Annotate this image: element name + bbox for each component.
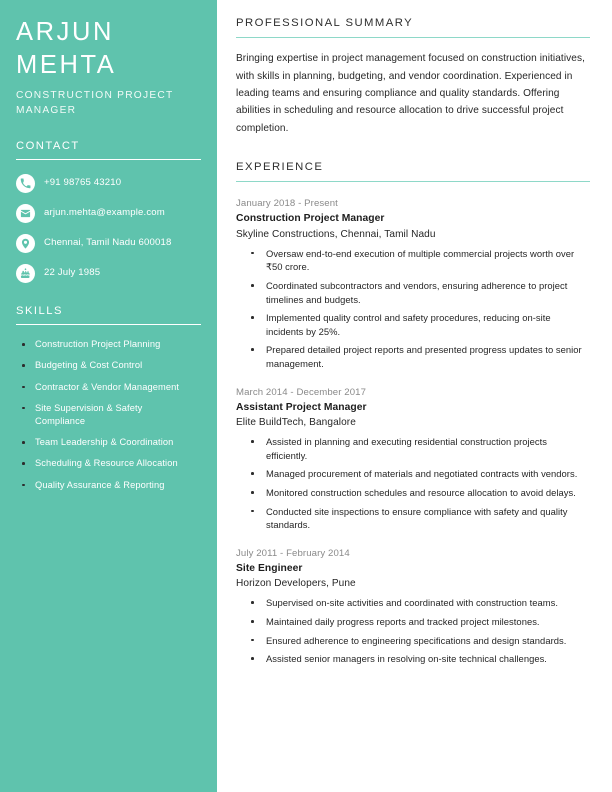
name-line-last: MEHTA [16, 50, 117, 79]
job-dates: January 2018 - Present [236, 198, 338, 210]
contact-phone-value: +91 98765 43210 [44, 177, 122, 189]
job-company: Elite BuildTech, Bangalore [236, 417, 356, 428]
experience-entry [236, 547, 590, 666]
professional-summary-heading: PROFESSIONAL SUMMARY [236, 17, 414, 29]
job-dates: July 2011 - February 2014 [236, 547, 350, 559]
list-item: Monitored construction schedules and resource allocation to avoid delays. [236, 486, 590, 500]
professional-summary-divider [236, 37, 590, 38]
contact-heading: CONTACT [16, 140, 80, 153]
job-role: Construction Project Manager [236, 213, 385, 225]
contact-divider [16, 159, 201, 160]
list-item: Construction Project Planning [16, 338, 194, 351]
list-item: Prepared detailed project reports and presented progress updates to senior management. [236, 343, 590, 370]
main-content [217, 0, 612, 792]
name-line-first: ARJUN [16, 18, 115, 46]
location-pin-icon [16, 234, 35, 253]
professional-summary-section [236, 17, 590, 137]
contact-location-value: Chennai, Tamil Nadu 600018 [44, 237, 172, 249]
contact-section [16, 140, 203, 283]
list-item: Assisted senior managers in resolving on-site technical challenges. [236, 652, 590, 666]
list-item: Contractor & Vendor Management [16, 381, 194, 394]
experience-section [236, 161, 590, 666]
job-bullet-list [236, 435, 590, 532]
list-item: Maintained daily progress reports and tracked project milestones. [236, 615, 590, 629]
contact-email-value: arjun.mehta@example.com [44, 207, 165, 219]
job-role: Assistant Project Manager [236, 401, 367, 413]
list-item: Supervised on-site activities and coordinated with construction teams. [236, 596, 590, 610]
contact-item-location[interactable] [16, 233, 203, 253]
skills-divider [16, 324, 201, 325]
list-item: Scheduling & Resource Allocation [16, 457, 194, 470]
birthday-cake-icon [16, 264, 35, 283]
list-item: Implemented quality control and safety procedures, reducing on-site incidents by 25%. [236, 311, 590, 338]
list-item: Budgeting & Cost Control [16, 359, 194, 372]
contact-item-email[interactable] [16, 203, 203, 223]
job-company: Skyline Constructions, Chennai, Tamil Nadu [236, 228, 436, 240]
experience-entry [236, 197, 590, 370]
contact-birthdate-value: 22 July 1985 [44, 267, 101, 279]
list-item: Managed procurement of materials and negotiated contracts with vendors. [236, 467, 590, 481]
job-bullet-list [236, 596, 590, 666]
list-item: Oversaw end-to-end execution of multiple commercial projects worth over ₹50 crore. [236, 247, 590, 274]
experience-heading: EXPERIENCE [236, 160, 324, 173]
list-item: Ensured adherence to engineering specifications and design standards. [236, 634, 590, 648]
job-role: Site Engineer [236, 562, 303, 574]
candidate-name [16, 16, 203, 81]
list-item: Quality Assurance & Reporting [16, 479, 194, 492]
contact-list [16, 173, 203, 283]
job-company: Horizon Developers, Pune [236, 578, 356, 590]
candidate-job-title: CONSTRUCTION PROJECT MANAGER [16, 90, 174, 116]
job-dates: March 2014 - December 2017 [236, 386, 367, 398]
phone-icon [16, 174, 35, 193]
list-item: Team Leadership & Coordination [16, 436, 194, 449]
skills-heading: SKILLS [16, 305, 63, 318]
experience-divider [236, 181, 590, 182]
contact-item-phone[interactable] [16, 173, 203, 193]
sidebar [0, 0, 217, 792]
experience-entry [236, 386, 590, 532]
professional-summary-text: Bringing expertise in project management focused on construction initiatives, with skills in planning, budgeting, and vendor coordination. Experienced in leading teams and ensuring compliance and quality standards. Offering abilities in scheduling and resource allocation to drive successful project completion. [236, 53, 585, 134]
job-bullet-list [236, 247, 590, 371]
list-item: Assisted in planning and executing residential construction projects efficiently. [236, 435, 590, 462]
skills-section [16, 305, 203, 492]
skills-list [16, 338, 203, 492]
list-item: Site Supervision & Safety Compliance [16, 402, 194, 428]
email-icon [16, 204, 35, 223]
contact-item-birthdate[interactable] [16, 263, 203, 283]
list-item: Conducted site inspections to ensure compliance with safety and quality standards. [236, 505, 590, 532]
list-item: Coordinated subcontractors and vendors, ensuring adherence to project timelines and budgets. [236, 279, 590, 306]
